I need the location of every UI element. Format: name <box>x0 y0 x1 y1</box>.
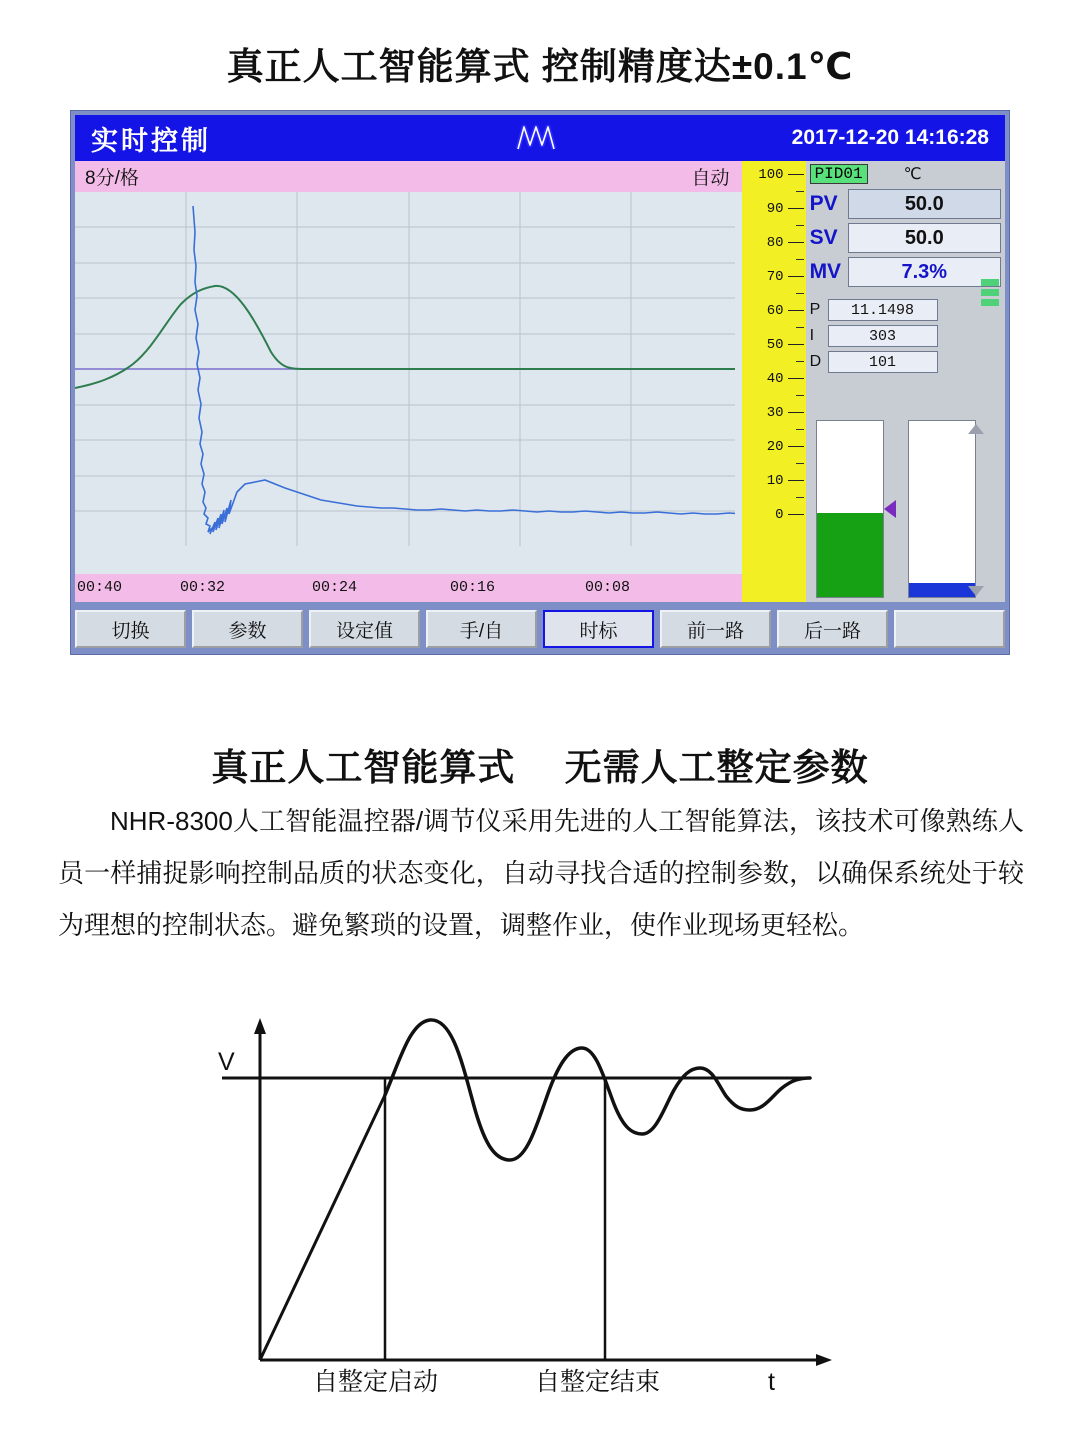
time-tick: 00:40 <box>77 579 123 596</box>
pv-value: 50.0 <box>848 189 1001 219</box>
gauge-bottom-marker-icon <box>968 586 984 596</box>
timescale-label: 8分/格 <box>85 168 139 189</box>
control-mode-label: 自动 <box>691 168 730 189</box>
pid-p-row[interactable] <box>810 299 1001 321</box>
scale-tick: 50 <box>766 337 784 353</box>
time-tick: 00:08 <box>585 579 631 596</box>
button-timescale[interactable]: 时标 <box>543 610 654 648</box>
scale-tick: 40 <box>766 371 784 387</box>
scale-tick: 0 <box>775 507 784 523</box>
i-value: 303 <box>828 325 938 347</box>
unit-label: ℃ <box>903 166 922 183</box>
button-setpoint[interactable]: 设定值 <box>309 610 420 648</box>
scale-tick: 60 <box>766 303 784 319</box>
trend-header <box>75 161 742 192</box>
sv-row[interactable] <box>810 223 1001 253</box>
datetime-display: 2017-12-20 14:16:28 <box>791 126 989 149</box>
title-bar <box>75 115 1005 161</box>
instrument-screen <box>70 110 1010 655</box>
scale-tick: 10 <box>766 473 784 489</box>
mv-label: MV <box>809 260 842 283</box>
gauge-top-marker-icon <box>968 424 984 434</box>
pid-panel <box>806 161 1005 602</box>
pid-header <box>810 163 1001 185</box>
i-label: I <box>809 327 815 344</box>
time-tick: 00:24 <box>312 579 358 596</box>
gauge-group <box>812 418 998 598</box>
trend-chart <box>75 192 742 574</box>
section-title: 真正人工智能算式 无需人工整定参数 <box>211 747 869 788</box>
scale-tick: 100 <box>758 167 784 183</box>
valve-gauge <box>908 420 976 598</box>
body-paragraph: NHR-8300人工智能温控器/调节仪采用先进的人工智能算法，该技术可像熟练人员一样捕捉影响控制品质的状态变化，自动寻找合适的控制参数，以确保系统处于较为理想的控制状态。避免繁琐的设置，调整作业，使作业现场更轻松。 <box>58 806 1024 940</box>
output-gauge <box>816 420 884 598</box>
autotune-end-label: 自整定结束 <box>535 1368 661 1396</box>
mv-value: 7.3% <box>848 257 1001 287</box>
time-axis <box>75 574 742 602</box>
trend-pane <box>75 161 742 602</box>
scale-tick: 90 <box>766 201 784 217</box>
scale-tick: 30 <box>766 405 784 421</box>
y-axis-label: V <box>218 1048 235 1076</box>
button-manual-auto[interactable]: 手/自 <box>426 610 537 648</box>
pv-label: PV <box>809 192 838 215</box>
button-next-channel[interactable]: 后一路 <box>777 610 888 648</box>
button-empty[interactable] <box>894 610 1005 648</box>
page-title: 真正人工智能算式 控制精度达±0.1℃ <box>226 46 854 87</box>
control-panel <box>742 161 1005 602</box>
button-switch[interactable]: 切换 <box>75 610 186 648</box>
loop-tag: PID01 <box>810 164 868 184</box>
d-label: D <box>809 353 822 370</box>
d-value: 101 <box>828 351 938 373</box>
autotune-diagram <box>200 1000 880 1420</box>
scale-tick: 20 <box>766 439 784 455</box>
vertical-scale <box>742 161 806 602</box>
sv-value: 50.0 <box>848 223 1001 253</box>
scale-tick: 80 <box>766 235 784 251</box>
status-bars-icon <box>981 279 999 309</box>
button-parameters[interactable]: 参数 <box>192 610 303 648</box>
pid-parameters <box>810 299 1001 373</box>
pid-i-row[interactable] <box>810 325 1001 347</box>
scale-tick: 70 <box>766 269 784 285</box>
button-prev-channel[interactable]: 前一路 <box>660 610 771 648</box>
x-axis-label: t <box>768 1368 775 1396</box>
screen-title: 实时控制 <box>91 125 211 156</box>
mv-row[interactable] <box>810 257 1001 287</box>
sv-label: SV <box>809 226 838 249</box>
time-tick: 00:32 <box>180 579 226 596</box>
time-tick: 00:16 <box>450 579 496 596</box>
pv-row <box>810 189 1001 219</box>
pid-d-row[interactable] <box>810 351 1001 373</box>
logo-icon <box>514 121 566 160</box>
setpoint-marker-icon <box>884 500 896 518</box>
autotune-start-label: 自整定启动 <box>313 1368 439 1396</box>
p-label: P <box>809 301 821 318</box>
screen-body <box>75 161 1005 602</box>
p-value: 11.1498 <box>828 299 938 321</box>
function-button-bar <box>75 602 1005 651</box>
